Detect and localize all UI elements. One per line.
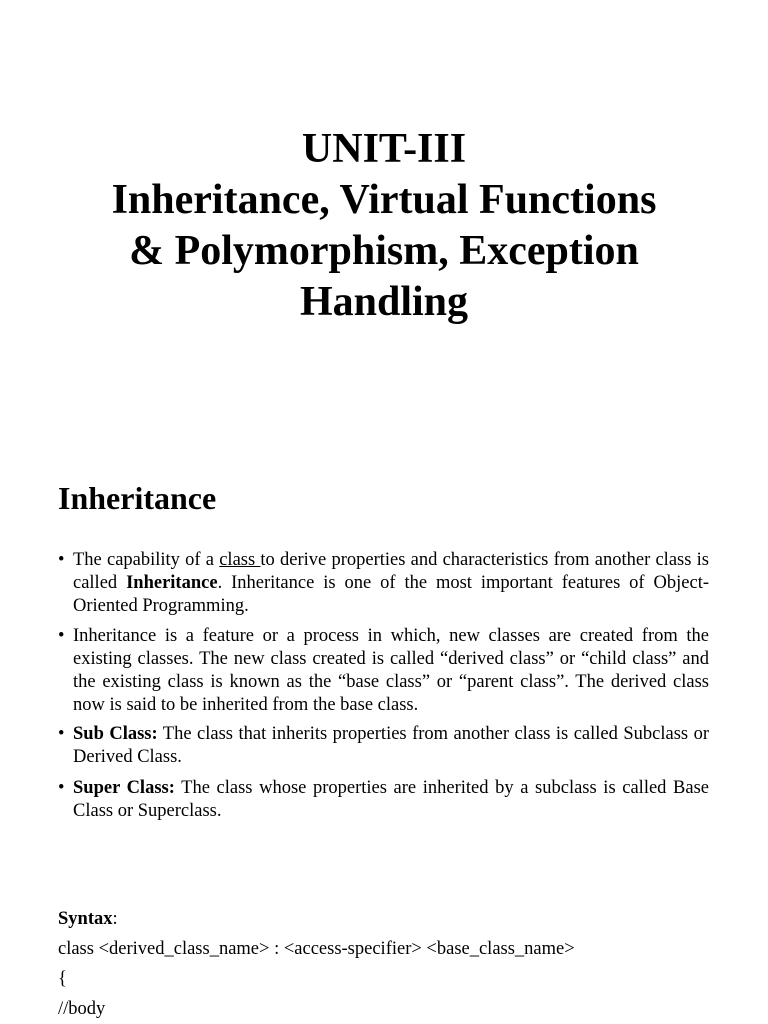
bullet-text-mid: to derive properties and characteristics from another class is called	[73, 550, 709, 593]
bullet-icon: •	[58, 724, 65, 744]
bullet-text: The class whose properties are inherited by a subclass is called Base Class or Superclass.	[73, 778, 709, 821]
syntax-line-2: {	[58, 969, 67, 989]
bullet-icon: •	[58, 550, 65, 570]
title-line-4: Handling	[299, 279, 469, 325]
list-item	[58, 549, 709, 618]
slide-title	[0, 124, 768, 328]
bullet-bold-term: Super Class:	[73, 778, 175, 798]
title-unit: UNIT-III	[301, 126, 467, 172]
syntax-colon: :	[112, 909, 118, 929]
title-line-3: & Polymorphism, Exception	[129, 228, 639, 274]
list-item	[58, 777, 709, 823]
syntax-label	[58, 906, 118, 932]
bullet-bold-term: Inheritance	[126, 573, 218, 593]
bullet-icon: •	[58, 626, 65, 646]
bullet-text-post: . Inheritance is one of the most important features of Object-Oriented Programming.	[73, 573, 709, 616]
bullet-icon: •	[58, 778, 65, 798]
bullet-text: The class that inherits properties from another class is called Subclass or Derived Class.	[73, 724, 709, 767]
list-item	[58, 625, 709, 717]
section-heading: Inheritance	[58, 480, 217, 516]
bullet-text-pre: The capability of a	[73, 550, 220, 570]
list-item	[58, 723, 709, 769]
bullet-bold-term: Sub Class:	[73, 724, 158, 744]
title-line-2: Inheritance, Virtual Functions	[111, 177, 657, 223]
class-link[interactable]: class	[219, 550, 261, 570]
syntax-line-1: class <derived_class_name> : <access-specifier> <base_class_name>	[58, 939, 575, 959]
bullet-text: Inheritance is a feature or a process in which, new classes are created from the existing classes. The new class created is called “derived class” or “child class” and the existing class is known as the “base class” or “parent class”. The derived class now is said to be inherited from the base class.	[73, 626, 709, 715]
syntax-line-3: //body	[58, 999, 106, 1019]
syntax-label-bold: Syntax	[58, 909, 113, 929]
bullet-list	[58, 549, 709, 830]
